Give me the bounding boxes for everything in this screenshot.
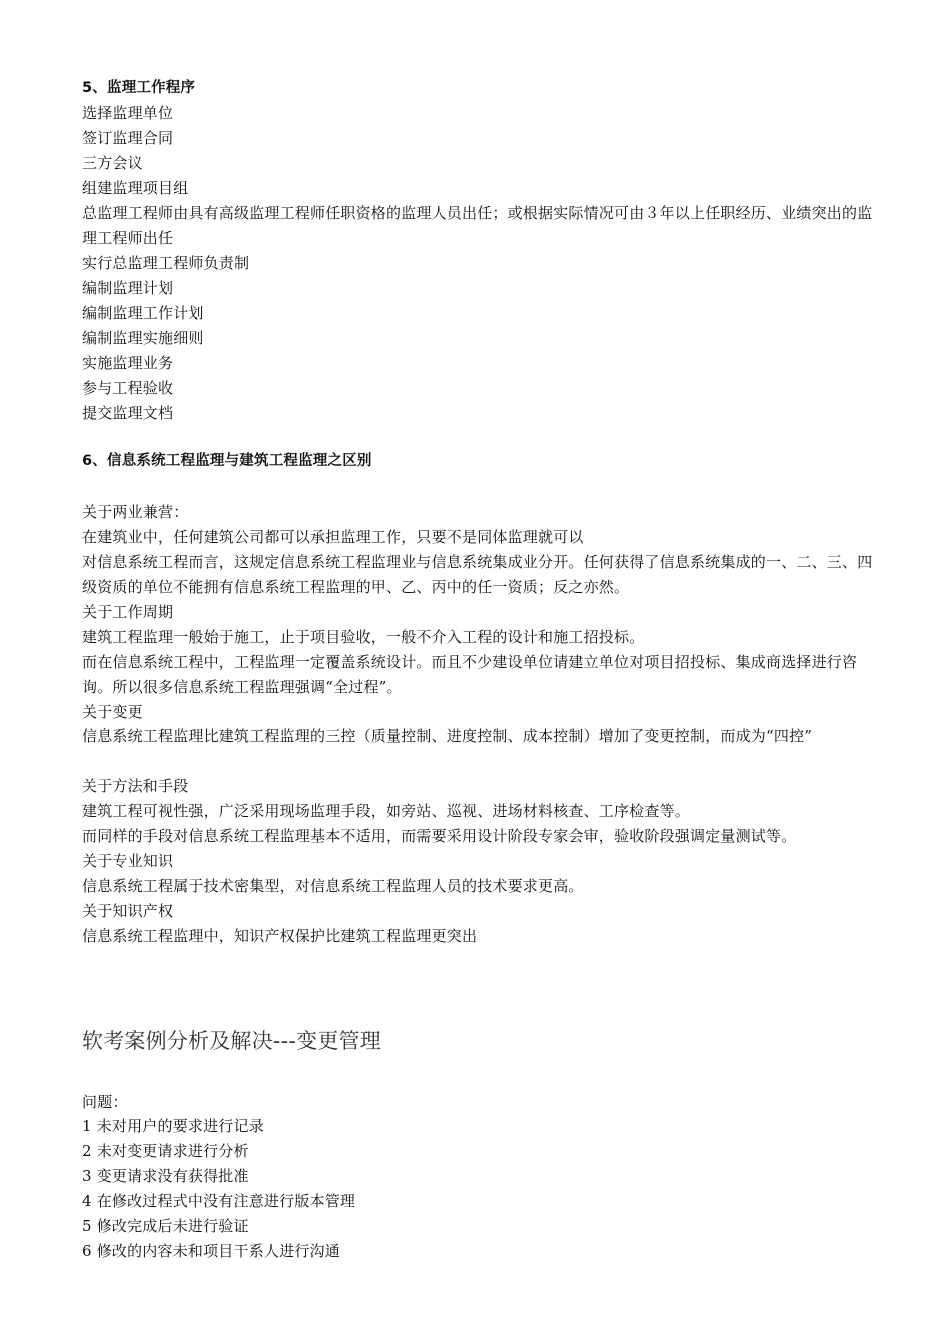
section-6-line: 关于知识产权 xyxy=(82,902,174,920)
section-5-item: 编制监理工作计划 xyxy=(82,304,204,322)
section-5-item: 组建监理项目组 xyxy=(82,179,189,197)
section-5-item: 编制监理计划 xyxy=(82,279,174,297)
question-label: 问题： xyxy=(82,1093,128,1111)
question-item: 2 未对变更请求进行分析 xyxy=(82,1142,249,1160)
question-item: 4 在修改过程式中没有注意进行版本管理 xyxy=(82,1192,356,1210)
section-5-heading: 5、监理工作程序 xyxy=(82,80,196,96)
question-item: 3 变更请求没有获得批准 xyxy=(82,1167,249,1185)
section-5-item: 参与工程验收 xyxy=(82,379,174,397)
section-5-item: 编制监理实施细则 xyxy=(82,329,204,347)
section-6-line: 信息系统工程属于技术密集型，对信息系统工程监理人员的技术要求更高。 xyxy=(82,877,584,895)
section-5-item: 总监理工程师由具有高级监理工程师任职资格的监理人员出任；或根据实际情况可由３年以上任职经历、业绩突出的监理工程师出任 xyxy=(82,204,873,247)
section-6-line: 关于变更 xyxy=(82,703,143,721)
section-5-item: 三方会议 xyxy=(82,154,143,172)
section-6-line: 关于工作周期 xyxy=(82,603,174,621)
section-6-line: 关于方法和手段 xyxy=(82,777,189,795)
section-6-line: 关于两业兼营： xyxy=(82,503,189,521)
section-5-item: 选择监理单位 xyxy=(82,104,174,122)
section-6-line: 建筑工程可视性强，广泛采用现场监理手段，如旁站、巡视、进场材料核查、工序检查等。 xyxy=(82,802,691,820)
section-6-heading: 6、信息系统工程监理与建筑工程监理之区别 xyxy=(82,453,372,469)
section-6-line: 对信息系统工程而言，这规定信息系统工程监理业与信息系统集成业分开。任何获得了信息系统集成的一、二、三、四级资质的单位不能拥有信息系统工程监理的甲、乙、丙中的任一资质；反之亦然。 xyxy=(82,553,873,596)
section-6-line: 在建筑业中，任何建筑公司都可以承担监理工作，只要不是同体监理就可以 xyxy=(82,528,584,546)
section-6-line: 而同样的手段对信息系统工程监理基本不适用，而需要采用设计阶段专家会审，验收阶段强调定量测试等。 xyxy=(82,827,797,845)
section-5-item: 提交监理文档 xyxy=(82,404,174,422)
question-item: 5 修改完成后未进行验证 xyxy=(82,1217,249,1235)
section-6-line: 而在信息系统工程中，工程监理一定覆盖系统设计。而且不少建设单位请建立单位对项目招投标、集成商选择进行咨询。所以很多信息系统工程监理强调“全过程”。 xyxy=(82,653,858,696)
section-5-item: 实施监理业务 xyxy=(82,354,174,372)
section-5-item: 签订监理合同 xyxy=(82,129,174,147)
section-6-line: 建筑工程监理一般始于施工，止于项目验收，一般不介入工程的设计和施工招投标。 xyxy=(82,628,645,646)
section-6-line: 信息系统工程监理比建筑工程监理的三控（质量控制、进度控制、成本控制）增加了变更控制，而成为“四控” xyxy=(82,727,813,745)
question-item: 1 未对用户的要求进行记录 xyxy=(82,1117,264,1135)
section-5-item: 实行总监理工程师负责制 xyxy=(82,254,250,272)
section-6-line: 关于专业知识 xyxy=(82,852,174,870)
section-6-line: 信息系统工程监理中，知识产权保护比建筑工程监理更突出 xyxy=(82,927,478,945)
question-item: 6 修改的内容未和项目干系人进行沟通 xyxy=(82,1242,340,1260)
case-title: 软考案例分析及解决---变更管理 xyxy=(82,1029,381,1053)
